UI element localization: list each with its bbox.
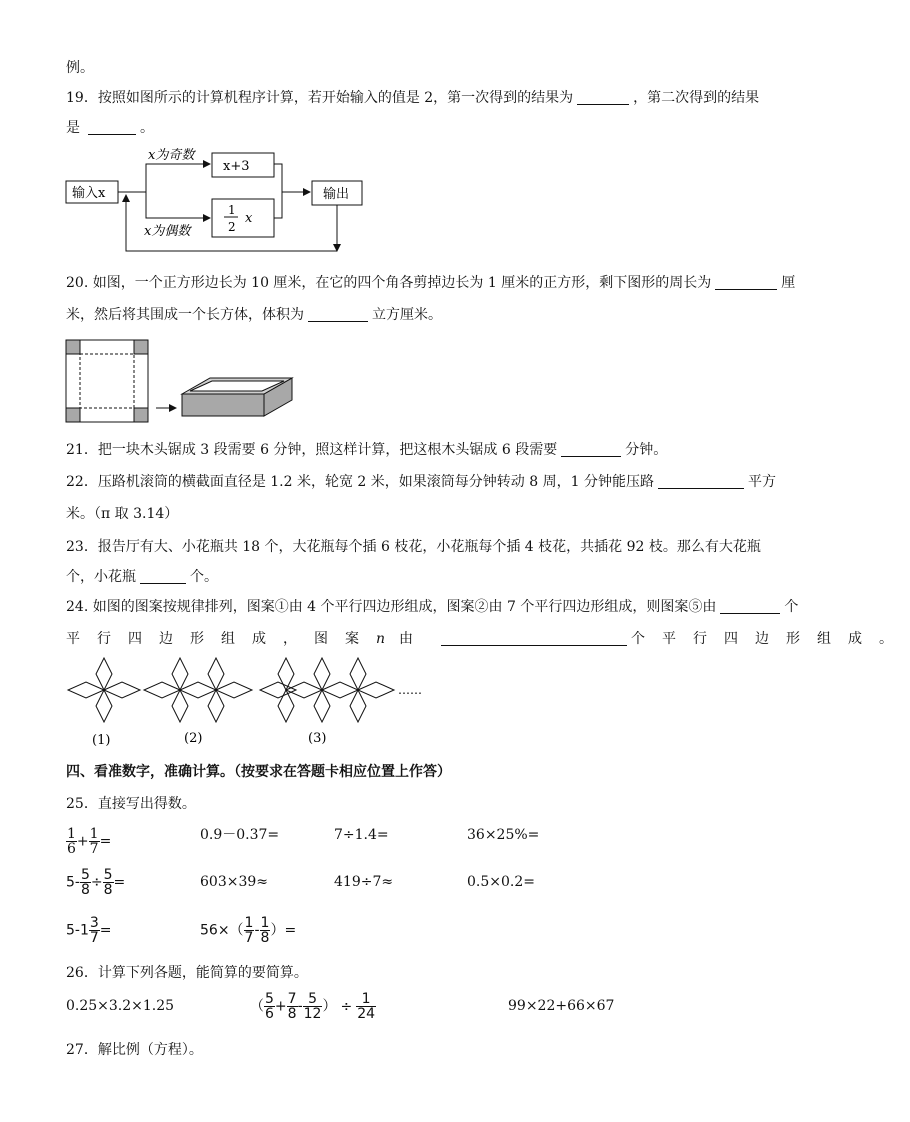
q26-e2-open: （ [250,998,264,1015]
q25-r1-a-num2: 1 [89,826,99,842]
q27-title: 27．解比例（方程）。 [66,1042,203,1058]
q25-r2-a-pre: 5- [66,874,80,891]
q22-line-2: 米。（π 取 3.14） [66,506,179,522]
q25-r2-a-num2: 5 [103,867,113,883]
q20-blank-1[interactable] [715,275,777,290]
q25-r2-a-den2: 8 [103,882,113,898]
q24-blank-2[interactable] [441,631,627,646]
q26-e2-num3: 5 [303,992,323,1007]
q26-expr-1: 0.25×3.2×1.25 [66,998,175,1014]
q25-r2-d: 0.5×0.2= [467,874,535,890]
corner-cut-br [134,408,148,422]
q20-figure [64,338,300,426]
q25-r3-b-den1: 7 [244,930,254,946]
q21-blank[interactable] [561,442,621,457]
q20-blank-2[interactable] [308,307,368,322]
q24-line-2 [66,630,910,648]
q26-e2-num2: 7 [287,991,297,1007]
q25-title: 25．直接写出得数。 [66,796,196,812]
q25-r1-a-den1: 6 [67,841,76,857]
q19-text-1: 19．按照如图所示的计算机程序计算，若开始输入的值是 2，第一次得到的结果为 [66,90,574,106]
q25-r3-b-num1: 1 [244,915,254,931]
q26-e2-num4: 1 [356,992,376,1007]
q26-title: 26．计算下列各题，能简算的要简算。 [66,965,308,981]
q25-r2-a-den1: 8 [80,882,90,898]
q25-r2-b: 603×39≈ [200,874,268,890]
q26-e2-den3: 12 [303,1006,322,1022]
q20-text-3: 米，然后将其围成一个长方体，体积为 [66,307,304,323]
q21-text-2: 分钟。 [625,442,668,458]
q23-text-3: 个。 [190,569,218,585]
flow-input-label: 输入x [72,186,106,201]
q25-r2-a-eq: = [113,874,126,891]
q25-r3-b-pre: 56×（ [200,922,244,939]
q24-pattern-figure [64,656,434,750]
q19-blank-2[interactable] [88,120,136,135]
q25-r2-a-num1: 5 [80,867,90,883]
pattern-label-3: (3) [308,731,327,746]
q20-line-1 [66,274,795,292]
pattern-ellipsis: …… [398,683,422,697]
q25-r3-b-num2: 1 [260,915,270,931]
fold-lines [80,354,134,408]
q19-text-3: 是 [66,120,80,136]
q26-e2-op1: + [274,998,287,1015]
q25-r3-b-op: - [254,922,260,939]
q20-text-1: 20. 如图，一个正方形边长为 10 厘米，在它的四个角各剪掉边长为 1 厘米的正方形，剩下图形的周长为 [66,275,712,291]
q21-text-1: 21．把一块木头锯成 3 段需要 6 分钟，照这样计算，把这根木头锯成 6 段需要 [66,442,558,458]
q22-text-2: 平方 [747,474,776,490]
q25-r2-a-op: ÷ [90,874,103,891]
q25-r1-b: 0.9－0.37= [200,827,280,843]
corner-cut-tr [134,340,148,354]
pattern-label-2: (2) [184,731,203,746]
q25-r3-b-post: ）= [270,922,297,939]
q25-r3-b [200,916,296,945]
q19-line-2 [66,119,154,137]
q20-text-2: 厘 [781,275,796,291]
flow-odd-label: x为奇数 [148,148,195,163]
q25-r2-a [66,868,125,897]
flow-output-label: 输出 [323,187,350,202]
q25-r2-c: 419÷7≈ [334,874,394,890]
q23-line-2 [66,568,218,586]
q25-r1-c: 7÷1.4= [334,827,389,843]
q25-r1-a [66,827,111,856]
q25-r1-a-eq: = [99,833,112,850]
q23-blank[interactable] [140,569,186,584]
q24-text-5: 个平行四边形组成。 [631,631,910,647]
q25-r3-a-eq: = [99,922,112,939]
flow-even-num: 1 [228,203,236,217]
q26-e2-den1: 6 [265,1006,274,1022]
q26-e2-den2: 8 [287,1006,297,1022]
q24-text-1: 24. 如图的图案按规律排列，图案①由 4 个平行四边形组成，图案②由 7 个平行四边形组成，则图案⑤由 [66,599,717,615]
flow-odd-op: x+3 [223,159,250,174]
q26-e2-num1: 5 [265,991,274,1007]
q19-blank-1[interactable] [577,90,629,105]
flow-even-label: x为偶数 [144,224,191,239]
q20-line-2 [66,306,442,324]
q26-e2-op2: - [297,998,303,1015]
q21-line [66,441,667,459]
q25-r1-a-num1: 1 [67,826,76,842]
q24-blank-1[interactable] [720,599,780,614]
box-front [182,394,264,416]
q22-line-1 [66,473,776,491]
q24-text-3: 平行四边形组成，图案 [66,631,376,647]
q25-r1-a-op: + [76,833,89,850]
q26-expr-3: 99×22+66×67 [508,998,615,1014]
q25-r3-a [66,916,112,945]
q24-var-n: n [376,631,386,647]
corner-cut-bl [66,408,80,422]
q19-flowchart [60,143,370,258]
q25-r3-a-num: 3 [89,915,99,931]
q23-text-2: 个，小花瓶 [66,569,136,585]
flow-even-den: 2 [228,220,236,234]
q26-e2-den4: 24 [357,1006,376,1022]
q26-e2-div: ÷ [340,998,353,1015]
pattern-label-1: (1) [92,733,111,748]
q22-blank[interactable] [658,474,744,489]
q22-text-1: 22．压路机滚筒的横截面直径是 1.2 米，轮宽 2 米，如果滚筒每分钟转动 8 周，1 分钟能压路 [66,474,654,490]
q20-text-4: 立方厘米。 [372,307,442,323]
flow-even-var: x [245,211,253,226]
q25-r3-a-pre: 5-1 [66,922,89,939]
corner-cut-tl [66,340,80,354]
q24-text-4: 由 [399,631,414,647]
q19-text-4: 。 [140,120,154,136]
q19-text-2: ，第二次得到的结果 [633,90,760,106]
q25-r1-d: 36×25%= [467,827,540,843]
q24-text-2: 个 [784,599,799,615]
q19-line-1 [66,89,759,107]
q25-r3-b-den2: 8 [260,930,270,946]
section-4-title: 四、看准数字，准确计算。（按要求在答题卡相应位置上作答） [66,764,451,780]
q25-r1-a-den2: 7 [89,841,99,857]
prev-question-fragment: 例。 [66,60,94,76]
q26-e2-close: ） [322,998,337,1015]
q24-line-1 [66,598,798,616]
q23-line-1: 23．报告厅有大、小花瓶共 18 个，大花瓶每个插 6 枝花，小花瓶每个插 4 枝花，共插花 92 枝。那么有大花瓶 [66,539,761,555]
q25-r3-a-den: 7 [89,930,99,946]
flow-even-box [212,199,274,237]
q26-expr-2 [250,992,376,1021]
